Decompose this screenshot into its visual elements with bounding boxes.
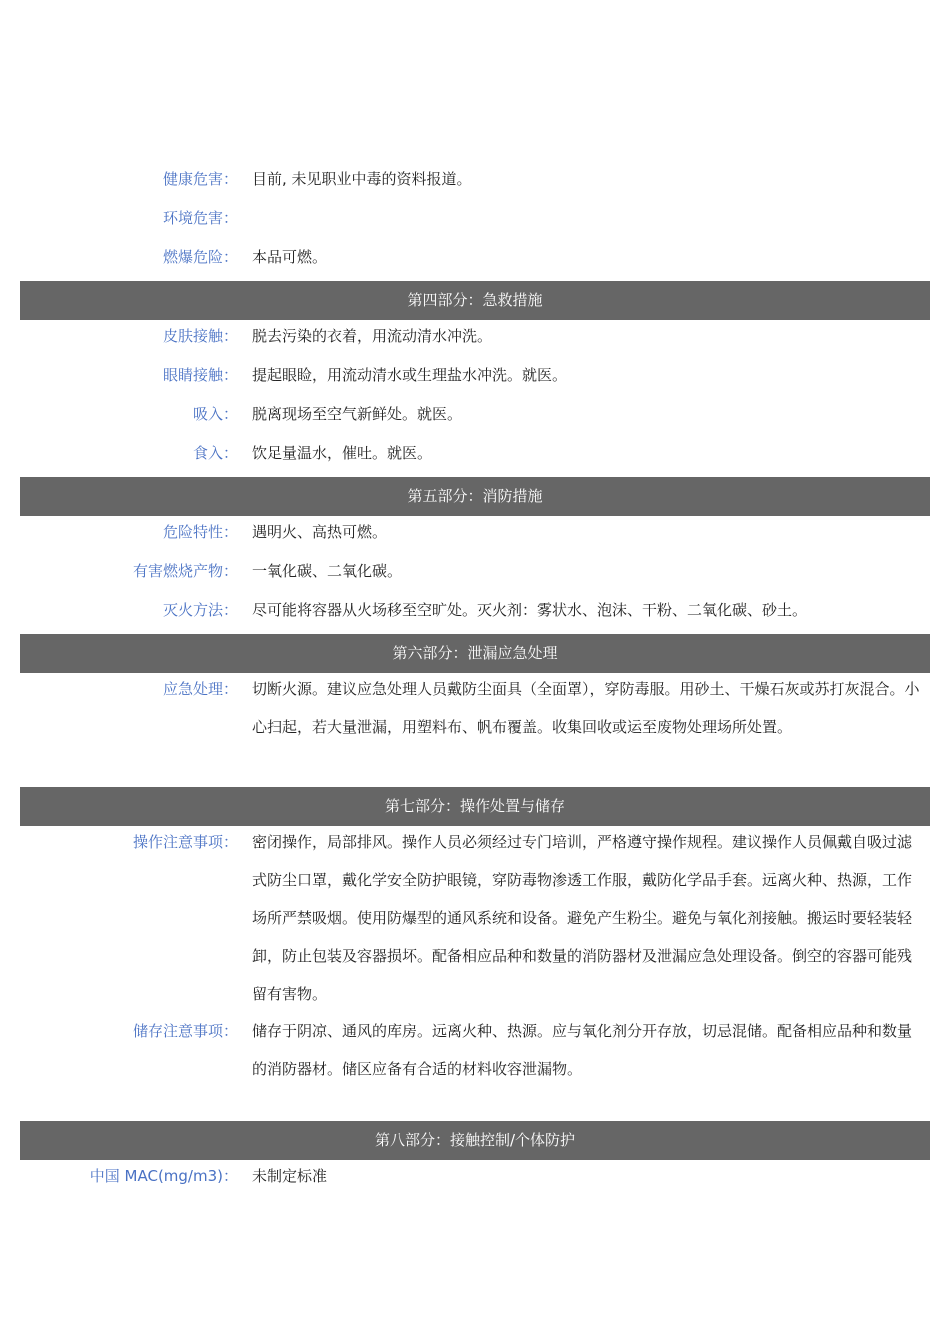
field-label: 眼睛接触： <box>162 366 238 384</box>
field-value: 储存于阴凉、通风的库房。远离火种、热源。应与氧化剂分开存放，切忌混储。配备相应品种和数量的消防器材。储区应备有合适的材料收容泄漏物。 <box>252 1022 913 1078</box>
field-value <box>252 199 922 237</box>
field-value: 切断火源。建议应急处理人员戴防尘面具（全面罩），穿防毒服。用砂土、干燥石灰或苏打灰混合。小心扫起，若大量泄漏，用塑料布、帆布覆盖。收集回收或运至废物处理场所处置。 <box>252 680 920 736</box>
field-row-combustion-products <box>0 552 950 590</box>
field-row-eye-contact <box>0 356 950 394</box>
field-row-china-mac <box>0 1157 950 1195</box>
field-value: 脱离现场至空气新鲜处。就医。 <box>252 405 463 423</box>
field-value: 提起眼睑，用流动清水或生理盐水冲洗。就医。 <box>252 366 568 384</box>
field-row-health-hazard <box>0 160 950 198</box>
section-header-fire-fighting: 第五部分：消防措施 <box>20 477 930 516</box>
field-value: 脱去污染的衣着，用流动清水冲洗。 <box>252 327 493 345</box>
field-row-explosion-hazard <box>0 238 950 276</box>
field-label: 危险特性： <box>162 523 238 541</box>
field-label: 储存注意事项： <box>132 1022 238 1040</box>
field-value: 遇明火、高热可燃。 <box>252 523 388 541</box>
field-row-hazard-properties <box>0 513 950 551</box>
field-label: 健康危害： <box>162 170 238 188</box>
field-value: 密闭操作，局部排风。操作人员必须经过专门培训，严格遵守操作规程。建议操作人员佩戴自吸过滤式防尘口罩，戴化学安全防护眼镜，穿防毒物渗透工作服，戴防化学品手套。远离火种、热源，工作场所严禁吸烟。使用防爆型的通风系统和设备。避免产生粉尘。避免与氧化剂接触。搬运时要轻装轻卸，防止包装及容器损坏。配备相应品种和数量的消防器材及泄漏应急处理设备。倒空的容器可能残留有害物。 <box>252 833 913 1003</box>
field-value: 一氧化碳、二氧化碳。 <box>252 562 403 580</box>
field-label: 环境危害： <box>162 209 238 227</box>
field-value: 饮足量温水，催吐。就医。 <box>252 444 433 462</box>
field-label: 吸入： <box>192 405 238 423</box>
field-label: 灭火方法： <box>162 601 238 619</box>
field-value: 未制定标准 <box>252 1167 328 1185</box>
field-label: 皮肤接触： <box>162 327 238 345</box>
field-row-emergency-handling <box>0 670 950 746</box>
field-value: 目前, 未见职业中毒的资料报道。 <box>252 170 472 188</box>
field-value: 尽可能将容器从火场移至空旷处。灭火剂：雾状水、泡沫、干粉、二氧化碳、砂土。 <box>252 601 808 619</box>
field-row-ingestion <box>0 434 950 472</box>
field-row-env-hazard <box>0 199 950 237</box>
field-label: 有害燃烧产物： <box>132 562 238 580</box>
field-label: 食入： <box>192 444 238 462</box>
field-row-handling-precautions <box>0 823 950 1013</box>
field-row-skin-contact <box>0 317 950 355</box>
section-header-handling-storage: 第七部分：操作处置与储存 <box>20 787 930 826</box>
field-label: 应急处理： <box>162 680 238 698</box>
field-label: 中国 MAC(mg/m3)： <box>89 1167 238 1185</box>
field-row-storage-precautions <box>0 1012 950 1088</box>
field-label: 燃爆危险： <box>162 248 238 266</box>
field-row-inhalation <box>0 395 950 433</box>
section-header-first-aid: 第四部分：急救措施 <box>20 281 930 320</box>
field-value: 本品可燃。 <box>252 248 328 266</box>
field-label: 操作注意事项： <box>132 833 238 851</box>
field-row-extinguishing-method <box>0 591 950 629</box>
section-header-exposure-control: 第八部分：接触控制/个体防护 <box>20 1121 930 1160</box>
section-header-spill-response: 第六部分：泄漏应急处理 <box>20 634 930 673</box>
